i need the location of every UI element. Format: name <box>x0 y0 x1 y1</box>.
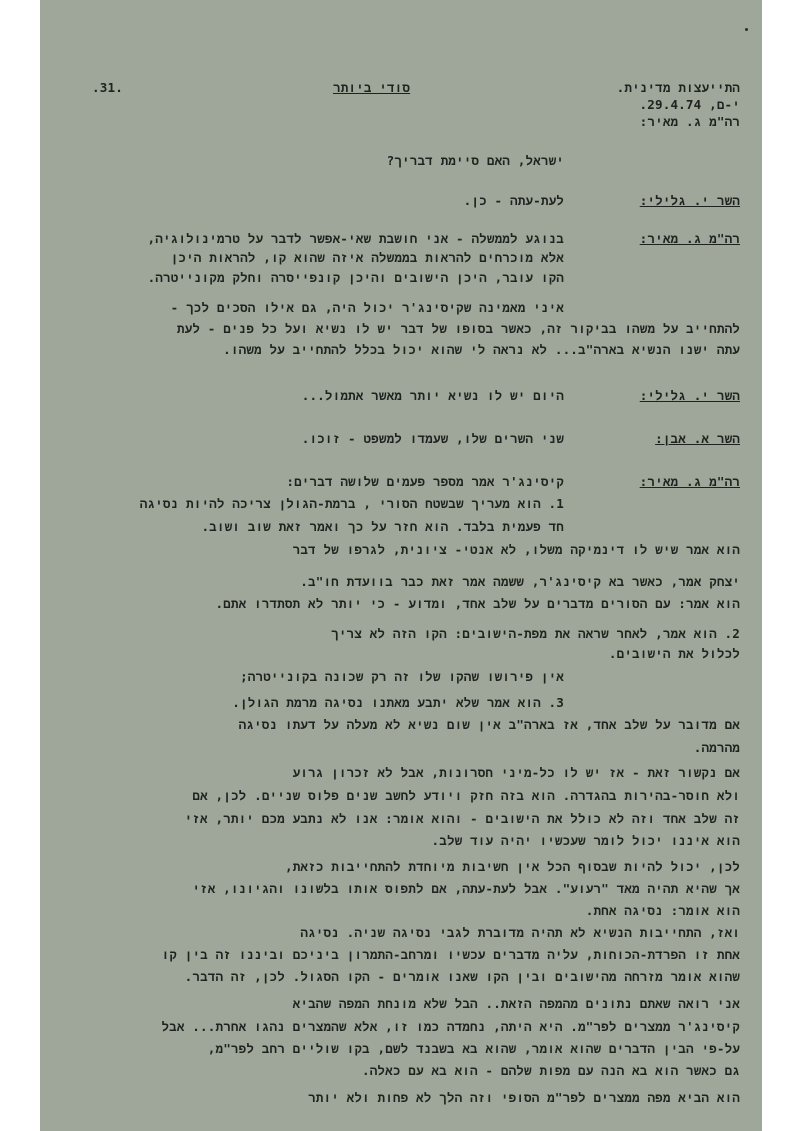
text-line: אך שהיא תהיה מאד "רעוע". אבל לעת-עתה, אם לתפוס אותו בלשונו והגיונו, אזי <box>192 881 740 896</box>
text-line: להתחייב על משהו בביקור זה, כאשר בסופו של דבר יש לו נשיא ועל כל פנים - לעת <box>176 321 740 336</box>
text-line: בנוגע לממשלה - אני חושבת שאי-אפשר לדבר על טרמינולוגיה, <box>147 231 564 246</box>
text-line: לכן, יכול להיות שבסוף הכל אין חשיבות מיוחדת להתחייבות כזאת, <box>284 859 740 874</box>
text-line: איני מאמינה שקיסינג'ר יכול היה, גם אילו הסכים לכך - <box>170 300 564 315</box>
text-line: יצחק אמר, כאשר בא קיסינג'ר, ששמה אמר זאת כבר בוועדת חו"ב. <box>300 574 740 589</box>
text-line: אם מדובר על שלב אחד, אז בארה"ב אין שום נשיא לא מעלה על דעתו נסיגה <box>238 717 740 732</box>
text-line: אחת זו הפרדת-הכוחות, עליה מדברים עכשיו ומרחב-התמרון ביניכם וביננו זה בין קו <box>161 947 740 962</box>
speaker-label: השר י. גלילי: <box>639 388 740 403</box>
text-line: ולא חוסר-בהירות בהגדרה. הוא בזה חזק ויודע לחשב שנים פלוס שניים. לכן, אם <box>192 788 740 803</box>
text-line: הוא איננו יכול לומר שעכשיו יהיה עוד שלב. <box>431 833 740 848</box>
text-line: על-פי הבין הדברים שהוא אומר, שהוא בא בשבנד לשם, בקו שוליים רחב לפר"מ, <box>207 1041 740 1056</box>
text-line: הוא אמר שיש לו דינמיקה משלו, לא אנטי- ציונית, לגרפו של דבר <box>292 542 740 557</box>
text-line: מהרמה. <box>693 740 740 755</box>
text-line: הוא אומר: נסיגה אחת. <box>585 903 740 918</box>
page-number: .31. <box>92 80 123 95</box>
text-line: הוא אמר: עם הסורים מדברים על שלב אחד, ומדוע - כי יותר לא תסתדרו אתם. <box>215 596 740 611</box>
text-line: חד פעמית בלבד. הוא חזר על כך ואמר זאת שוב ושוב. <box>201 519 564 534</box>
text-line: ואז, התחייבות הנשיא לא תהיה מדוברת לגבי נסיגה שניה. נסיגה <box>300 925 740 940</box>
speaker-label: השר י. גלילי: <box>639 193 740 208</box>
header-attendee: רה"מ ג. מאיר: <box>639 114 740 129</box>
text-line: שני השרים שלו, שעמדו למשפט - זוכו. <box>301 431 564 446</box>
text-line: לעת-עתה - כן. <box>463 193 564 208</box>
header-org: התייעצות מדינית. <box>616 80 740 95</box>
text-line: היום יש לו נשיא יותר מאשר אתמול... <box>301 388 564 403</box>
text-line: 2. הוא אמר, לאחר שראה את מפת-הישובים: הקו הזה לא צריך <box>331 626 740 641</box>
text-line: 1. הוא מעריך שבשטח הסורי , ברמת-הגולן צריכה להיות נסיגה <box>139 496 564 511</box>
text-line: זה שלב אחד וזה לא כולל את הישובים - והוא אומר: אנו לא נתבע מכם יותר, אזי <box>184 811 740 826</box>
text-line: קיסינג'ר ממצרים לפר"מ. היא היתה, נחמדה כמו זו, אלא שהמצרים נהגו אחרת... אבל <box>161 1019 740 1034</box>
text-line: אלא מוכרחים להראות בממשלה איזה שהוא קו, להראות היכן <box>170 250 564 265</box>
header-date: י-ם, 29.4.74. <box>639 97 740 112</box>
text-line: הוא הביא מפה ממצרים לפר"מ הסופי וזה הלך לא פחות ולא יותר <box>308 1090 740 1105</box>
speaker-label: רה"מ ג. מאיר: <box>639 474 740 489</box>
classification-label: סודי ביותר <box>333 80 411 95</box>
text-line: עתה ישנו הנשיא בארה"ב... לא נראה לי שהוא יכול בכלל להתחייב על משהו. <box>223 342 740 357</box>
text-line: הקו עובר, היכן הישובים והיכן קונפייסרה וחלק מקונייטרה. <box>147 270 564 285</box>
text-line: גם כאשר הוא בא הנה עם מפות שלהם - הוא בא עם כאלה. <box>361 1063 740 1078</box>
text-line: ישראל, האם סיימת דבריך? <box>386 153 564 168</box>
text-line: שהוא אומר מזרחה מהישובים ובין הקו שאנו אומרים - הקו הסגול. לכן, זה הדבר. <box>184 969 740 984</box>
speck <box>745 28 748 31</box>
text-line: 3. הוא אמר שלא יתבע מאתנו נסיגה מרמת הגולן. <box>232 695 564 710</box>
speaker-label: רה"מ ג. מאיר: <box>639 231 740 246</box>
speaker-label: השר א. אבן: <box>655 431 740 446</box>
text-line: לכלול את הישובים. <box>608 646 740 661</box>
text-line: קיסינג'ר אמר מספר פעמים שלושה דברים: <box>286 474 564 489</box>
text-line: אם נקשור זאת - אז יש לו כל-מיני חסרונות, אבל לא זכרון גרוע <box>292 765 740 780</box>
text-line: אני רואה שאתם נתונים מהמפה הזאת.. הבל שלא מונחת המפה שהביא <box>292 996 740 1011</box>
text-line: אין פירושו שהקו שלו זה רק שכונה בקונייטרה; <box>240 669 564 684</box>
